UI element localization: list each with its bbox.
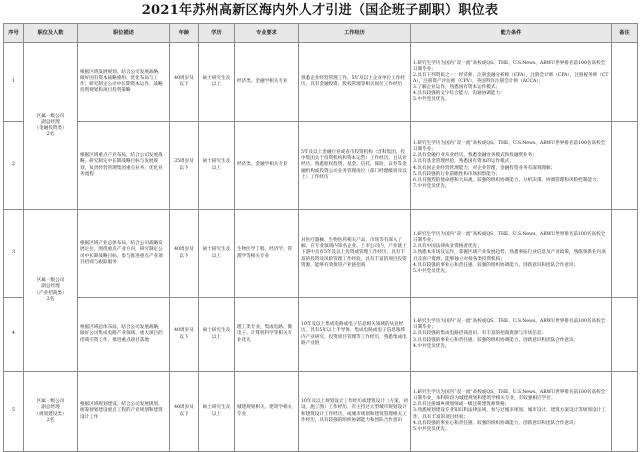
major-cell: 城建规划相关、建筑学相关专业	[235, 372, 299, 452]
exp-cell: 5年及以上金融行业或省市投资机构（含科集团、投中集团关于投资机构和资本运营）工作经历，且从业经历，熟悉股权投资、基金、信托、保险、证券等金融机构或投资公司业务管理岗位（部门经理级别及以上）工作经历	[299, 122, 411, 210]
col-age: 年龄	[170, 24, 199, 43]
exp-cell: 10年及以上集成电路或电子信息相关领域的从业经历，具有5年以上半导体、集成电路或电子信息领域内产业研究、投资项目管理等工作经历，熟悉集成电路产业链	[299, 298, 411, 372]
ability-cell	[411, 43, 612, 122]
major-cell: 经济类、金融学相关专业	[235, 122, 299, 210]
ability-line: 2.具有较强的集成电路招商意识，有丰富的招商资源与市场信息；	[413, 331, 547, 337]
ability-line: 5.中共党员优先。	[413, 97, 450, 103]
ability-line: 5.中共党员优先。	[413, 426, 450, 432]
seq-cell: 5	[4, 372, 24, 452]
ability-line: 5.具有较强的行业前瞻性和市场洞察能力；	[413, 171, 501, 177]
position-cell	[24, 372, 78, 452]
edu-cell: 硕士研究生及以上	[199, 298, 235, 372]
col-ability: 能力条件	[411, 24, 612, 43]
ability-line: 6.具有强烈的使命感和大局观、较强的组织协调能力、分析决策、协调管理和风险控制能力；	[413, 177, 602, 183]
ability-line: 1.研究生学历为国内“双一流”高校或QS、THE、U.S.News、ARWU世界排名前100名高校全日制毕业；	[413, 232, 606, 244]
ability-line: 2.具有注册城乡规划师或一级注册建筑师资格；	[413, 402, 510, 408]
edu-cell: 硕士研究生及以上	[199, 372, 235, 452]
desc-cell: 根据区域产业总体布局，结合公司战略发展定位，围绕重点产业方向，研究制定公司中长期战略目标，参与推进重点产业项目招商与跟踪服务	[78, 210, 170, 298]
col-exp: 工作经历	[299, 24, 411, 43]
ability-line: 2.具有金融行业从业经历，熟悉金融业务模式和投融资业务；	[413, 153, 537, 159]
exp-cell: 熟悉企业经营管理工作，5年及以上企业单位工作经历，具有金融投资、股权管理等相关岗位工作经历	[299, 43, 411, 122]
position-cell	[24, 43, 78, 210]
position-line: 2名	[46, 132, 55, 138]
ability-line: 1.研究生学历为国内“双一流”高校或QS、THE、U.S.News、ARWU世界排名前100名高校全日制毕业；	[413, 60, 606, 72]
ability-cell	[411, 210, 612, 298]
edu-cell: 硕士研究生及以上	[199, 210, 235, 298]
position-line: 2名	[46, 417, 55, 423]
position-line: 副总经理	[41, 284, 60, 290]
ability-line: 5.中共党员优先。	[413, 268, 450, 274]
table-row	[4, 298, 638, 372]
ability-line: 1.研究生学历为国内“双一流”高校或QS、THE、U.S.News、ARWU世界排名前100名高校全日制毕业，本科阶段为城建规划和建筑学相关专业，有较强相应学位；	[413, 390, 606, 402]
page-title: 2021年苏州高新区海内外人才引进（国企班子副职）职位表	[141, 3, 499, 18]
ability-line: 4.具有较强的事业心和责任感、较强的组织协调能力、创新意识和团队合作意识；	[413, 420, 579, 426]
ability-line: 2.具有中国法律执业资格者优先；	[413, 244, 482, 250]
remark-cell	[612, 298, 638, 372]
table-row	[4, 372, 638, 452]
desc-cell: 根据区域重点产业布局，结合公司发展战略，研究制定中长期战略目标与发展规划，负责经营管理集团重点业务，优化业务流程	[78, 122, 170, 210]
ability-line: 4.具有较强的文字综合能力、沟通协调能力；	[413, 91, 505, 97]
ability-cell	[411, 372, 612, 452]
exp-cell: 10年及以上规划设计工作经历或建筑设计（方案、初设、施工图）工作经历，有主持过大型城市规划设计和建筑设计工作经历，或城市规划和建筑管理相关工作经历，具有较强的组织协调能力和团队合作意识	[299, 372, 411, 452]
table-row	[4, 210, 638, 298]
remark-cell	[612, 372, 638, 452]
col-desc: 职位描述	[78, 24, 170, 43]
seq-cell: 1	[4, 43, 24, 122]
seq-cell: 3	[4, 210, 24, 298]
major-cell: 经济类、金融学相关专业	[235, 43, 299, 122]
age-cell: 40周岁及以下	[170, 210, 199, 298]
ability-line: 2.具有下列资质之一：经济师，注册金融分析师（CFA），注册会计师（CPA），注册税务师（CTA），注册资产评估师（CPV），英国特许注册会计师（ACCA）；	[413, 72, 609, 84]
ability-line: 3.熟悉规划建设专业知识和法律法规，参与过城市规划、城市设计、建筑方案设计等规划设计工作，具有丰富的项目经验；	[413, 408, 606, 420]
age-cell: 35周岁及以下	[170, 122, 199, 210]
ability-line: 3.具有基金管理经验，熟悉国有资本的运作模式；	[413, 159, 514, 165]
col-remark: 备注	[612, 24, 638, 43]
position-line: 区属一级公司	[36, 278, 65, 284]
ability-line: 3.了解企业运作，熟悉国有资本运作模式；	[413, 85, 501, 91]
ability-line: 3.熟悉本市场及运作，掌握区域产业发展趋势，熟悉事拓行业信息及产业政策，熟练事新业内项目及客户资源，能够独立对接各类投资机构；	[413, 250, 606, 262]
job-table	[3, 23, 638, 452]
remark-cell	[612, 210, 638, 298]
major-cell: 理工类专业，集成电路、微电子、计算机科学等相关专业优先	[235, 298, 299, 372]
table-row	[4, 43, 638, 122]
edu-cell: 硕士研究生及以上	[199, 43, 235, 122]
remark-cell	[612, 122, 638, 210]
position-line: （产业招商类）	[34, 290, 67, 296]
remark-cell	[612, 43, 638, 122]
col-seq: 序号	[4, 24, 24, 43]
ability-line: 4.具有国企业经营管理能力，对企业管理、金融投资业务有深刻理解；	[413, 165, 556, 171]
table-row	[4, 122, 638, 210]
age-cell: 40周岁及以下	[170, 372, 199, 452]
seq-cell: 4	[4, 298, 24, 372]
ability-line: 1.研究生学历为国内“双一流”高校或QS、THE、U.S.News、ARWU世界排名前100名高校全日制毕业；	[413, 141, 606, 153]
ability-line: 4.具有较强的事业心和责任感、较强的组织协调能力、创新意识和团队合作意识；	[413, 262, 579, 268]
seq-cell: 2	[4, 122, 24, 210]
ability-line: 3.具有较强的事业心和责任感、较强的组织协调能力、创新意识和团队合作意识；	[413, 337, 579, 343]
header-row	[4, 24, 638, 43]
position-line: 区属一级公司	[36, 113, 65, 119]
exp-cell: 对医疗器械、生物医药相关产品、市场等有深入了解，在专业领域内知名企业、上市公司内，产业链上下游中具有5年及以上投资或管理工作经历，具有丰富的投资及风险管理工作经验，具有丰富的项目投资资源，能够有效推进产业链招商	[299, 210, 411, 298]
col-major: 专业要求	[235, 24, 299, 43]
ability-line: 7.中共党员优先。	[413, 183, 450, 189]
position-line: （金融投资类）	[34, 126, 67, 131]
position-line: 副总经理	[41, 119, 60, 125]
position-line: 副总经理	[41, 405, 60, 411]
col-position: 职位及人数	[24, 24, 78, 43]
ability-cell	[411, 298, 612, 372]
age-cell: 40周岁及以下	[170, 43, 199, 122]
desc-cell: 根据区域发展规划，结合公司发展战略，做好国有资本战略重组、优化布局与工作；研究制定公司中长期资本运作、战略投资规划和项目投资策略	[78, 43, 170, 122]
position-cell	[24, 210, 78, 372]
ability-line: 1.研究生学历为国内“双一流”高校或QS、THE、U.S.News、ARWU世界排名前100名高校全日制毕业；	[413, 319, 606, 331]
position-line: 区属一级公司	[36, 399, 65, 405]
major-cell: 生物医学工程、经济学、管理学等相关专业	[235, 210, 299, 298]
desc-cell: 根据区域规划建设，结合公司发展规划，统筹规划建设重点工程的产业规划和建筑设计工作	[78, 372, 170, 452]
edu-cell: 硕士研究生及以上	[199, 122, 235, 210]
ability-line: 4.中共党员优先。	[413, 343, 450, 349]
age-cell: 40周岁及以下	[170, 298, 199, 372]
position-line: （规划建设类）	[34, 411, 67, 417]
ability-cell	[411, 122, 612, 210]
col-edu: 学历	[199, 24, 235, 43]
position-line: 2名	[46, 296, 55, 302]
desc-cell: 根据区域总体布局，结合公司发展战略，做好公司集成电路产业领域、重大项目的招商引资工作，推进重点项目落地	[78, 298, 170, 372]
